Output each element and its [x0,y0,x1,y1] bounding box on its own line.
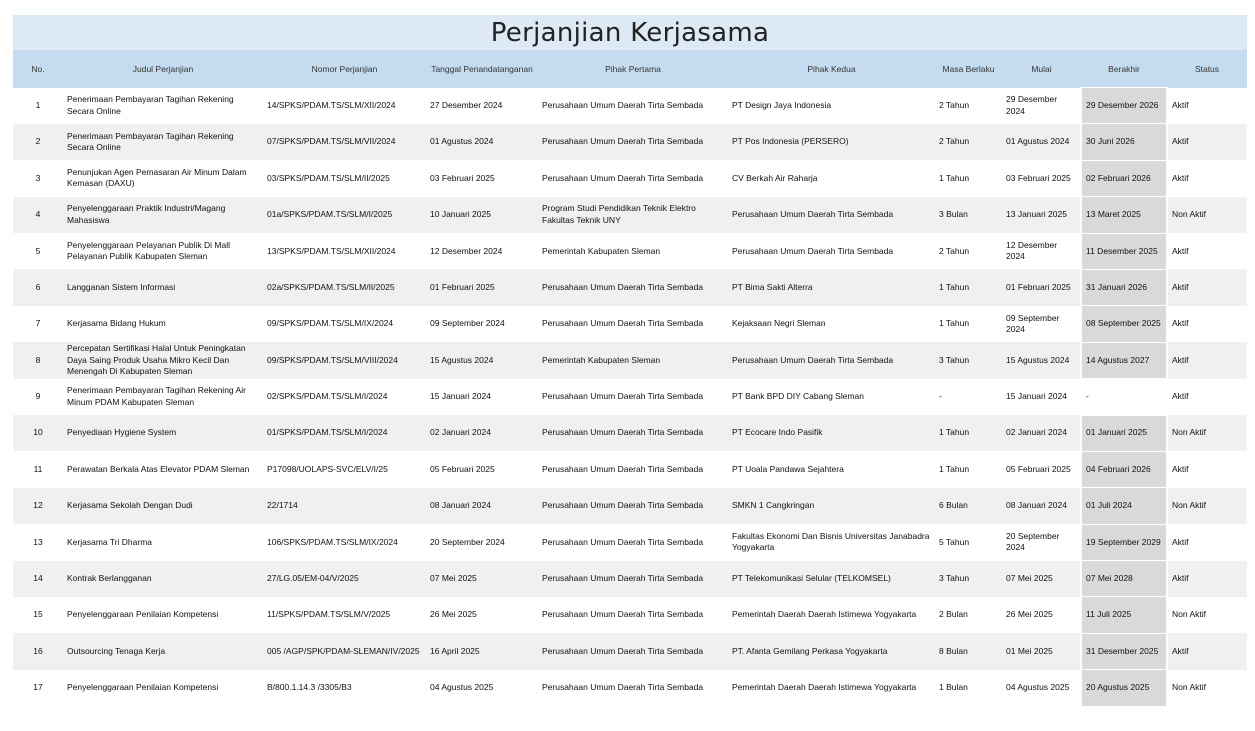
cell-mulai: 05 Februari 2025 [1006,463,1071,474]
cell-pihak-pertama: Perusahaan Umum Daerah Tirta Sembada [542,318,704,329]
column-header-pihak-kedua[interactable]: Pihak Kedua [728,50,935,88]
cell-status: Non Aktif [1172,682,1207,693]
cell-tanggal: 15 Januari 2024 [430,391,491,402]
cell-pihak-pertama: Pemerintah Kabupaten Sleman [538,342,728,378]
cell-pihak-pertama: Perusahaan Umum Daerah Tirta Sembada [542,609,704,620]
agreements-sheet [13,15,1247,707]
cell-pihak-pertama: Perusahaan Umum Daerah Tirta Sembada [542,172,704,183]
table-row[interactable] [13,488,1247,524]
cell-pihak-kedua: Perusahaan Umum Daerah Tirta Sembada [732,245,894,256]
cell-tanggal: 26 Mei 2025 [430,609,477,620]
cell-tanggal: 09 September 2024 [430,318,505,329]
cell-pihak-kedua: SMKN 1 Cangkringan [728,488,935,524]
cell-masa-berlaku: 3 Tahun [935,342,1002,378]
agreements-table [13,50,1247,707]
cell-mulai: 20 September 2024 [1006,530,1060,553]
cell-mulai: 15 Januari 2024 [1006,391,1067,402]
cell-pihak-pertama: Pemerintah Kabupaten Sleman [542,245,661,256]
cell-berakhir: 31 Desember 2025 [1081,633,1167,669]
cell-pihak-pertama: Perusahaan Umum Daerah Tirta Sembada [538,633,728,669]
cell-pihak-pertama: Perusahaan Umum Daerah Tirta Sembada [542,463,704,474]
cell-pihak-pertama: Perusahaan Umum Daerah Tirta Sembada [542,536,704,547]
table-row[interactable] [13,269,1247,305]
cell-mulai: 03 Februari 2025 [1006,172,1071,183]
cell-status: Non Aktif [1167,197,1247,233]
cell-pihak-pertama: Perusahaan Umum Daerah Tirta Sembada [538,561,728,597]
table-header [13,50,1247,88]
cell-pihak-kedua: CV Berkah Air Raharja [732,172,818,183]
cell-masa-berlaku: 1 Tahun [935,269,1002,305]
cell-berakhir: 19 September 2029 [1081,524,1167,560]
cell-no: 8 [13,342,63,378]
column-header-status[interactable]: Status [1167,50,1247,88]
cell-pihak-pertama: Perusahaan Umum Daerah Tirta Sembada [538,124,728,160]
cell-pihak-kedua: PT Bima Sakti Alterra [728,269,935,305]
cell-tanggal: 10 Januari 2025 [426,197,538,233]
column-header-mulai[interactable]: Mulai [1002,50,1081,88]
cell-pihak-kedua: PT Ecocare Indo Pasifik [728,415,935,451]
cell-judul: Penyelenggaraan Pelayanan Publik Di Mall Pelayanan Publik Kabupaten Sleman [67,239,231,262]
cell-berakhir: 30 Juni 2026 [1081,124,1167,160]
cell-nomor: 13/SPKS/PDAM.TS/SLM/XII/2024 [267,245,396,256]
cell-pihak-kedua: PT Pos Indonesia (PERSERO) [728,124,935,160]
cell-masa-berlaku: 1 Tahun [939,463,970,474]
cell-no: 2 [13,124,63,160]
table-row[interactable] [13,597,1247,633]
cell-status: Aktif [1172,172,1189,183]
column-header-berakhir[interactable]: Berakhir [1081,50,1167,88]
cell-berakhir: 14 Agustus 2027 [1081,342,1167,378]
cell-no: 10 [13,415,63,451]
table-row[interactable] [13,633,1247,669]
column-header-judul[interactable]: Judul Perjanjian [63,50,263,88]
cell-no: 13 [33,536,43,547]
cell-masa-berlaku: 3 Tahun [935,561,1002,597]
cell-mulai: 26 Mei 2025 [1006,609,1053,620]
cell-judul: Outsourcing Tenaga Kerja [63,633,263,669]
cell-mulai: 29 Desember 2024 [1006,94,1058,116]
cell-no: 11 [33,463,43,474]
cell-mulai: 15 Agustus 2024 [1002,342,1081,378]
cell-status: Aktif [1172,245,1189,256]
cell-pihak-pertama: Perusahaan Umum Daerah Tirta Sembada [538,269,728,305]
cell-judul: Kerjasama Sekolah Dengan Dudi [63,488,263,524]
table-row[interactable] [13,306,1247,342]
cell-berakhir: 13 Maret 2025 [1081,197,1167,233]
cell-pihak-kedua: PT Uoala Pandawa Sejahtera [732,463,844,474]
cell-tanggal: 27 Desember 2024 [430,99,503,110]
cell-pihak-kedua: Fakultas Ekonomi Dan Bisnis Universitas Janabadra Yogyakarta [732,530,930,553]
cell-masa-berlaku: 1 Bulan [939,682,968,693]
cell-nomor: 01a/SPKS/PDAM.TS/SLM/I/2025 [263,197,426,233]
cell-judul: Perawatan Berkala Atas Elevator PDAM Sleman [67,463,250,474]
cell-nomor: 22/1714 [263,488,426,524]
cell-mulai: 01 Mei 2025 [1002,633,1081,669]
cell-no: 9 [35,391,41,402]
cell-masa-berlaku: 2 Bulan [939,609,968,620]
cell-status: Aktif [1167,561,1247,597]
cell-pihak-kedua: Perusahaan Umum Daerah Tirta Sembada [728,342,935,378]
cell-mulai: 09 September 2024 [1006,312,1060,335]
table-row[interactable] [13,88,1247,124]
cell-tanggal: 01 Agustus 2024 [426,124,538,160]
cell-nomor: B/800.1.14.3 /3305/B3 [267,682,352,693]
cell-nomor: 09/SPKS/PDAM.TS/SLM/IX/2024 [267,318,394,329]
cell-judul: Percepatan Sertifikasi Halal Untuk Peningkatan Daya Saing Produk Usaha Mikro Kecil Dan Menengah Di Kabupaten Sleman [63,342,263,378]
cell-tanggal: 02 Januari 2024 [426,415,538,451]
cell-nomor: 01/SPKS/PDAM.TS/SLM/I/2024 [263,415,426,451]
cell-mulai: 07 Mei 2025 [1002,561,1081,597]
cell-judul: Penyelenggaraan Praktik Industri/Magang Mahasiswa [63,197,263,233]
cell-status: Aktif [1172,536,1189,547]
cell-nomor: 005 /AGP/SPK/PDAM-SLEMAN/IV/2025 [263,633,426,669]
cell-status: Aktif [1167,633,1247,669]
cell-status: Non Aktif [1167,415,1247,451]
table-row[interactable] [13,415,1247,451]
cell-mulai: 01 Februari 2025 [1002,269,1081,305]
cell-masa-berlaku: 6 Bulan [935,488,1002,524]
cell-masa-berlaku: 1 Tahun [939,172,970,183]
cell-pihak-kedua: Perusahaan Umum Daerah Tirta Sembada [728,197,935,233]
cell-status: Aktif [1167,269,1247,305]
page-title: Perjanjian Kerjasama [490,17,770,48]
cell-tanggal: 20 September 2024 [430,536,505,547]
cell-pihak-kedua: PT Bank BPD DIY Cabang Sleman [732,391,864,402]
cell-pihak-pertama: Perusahaan Umum Daerah Tirta Sembada [538,415,728,451]
cell-pihak-pertama: Program Studi Pendidikan Teknik Elektro Fakultas Teknik UNY [538,197,728,233]
cell-tanggal: 01 Februari 2025 [426,269,538,305]
table-row[interactable] [13,233,1247,269]
cell-nomor: 02/SPKS/PDAM.TS/SLM/I/2024 [267,391,388,402]
cell-judul: Penerimaan Pembayaran Tagihan Rekening Secara Online [67,94,234,116]
cell-status: Aktif [1167,124,1247,160]
cell-status: Aktif [1167,342,1247,378]
cell-judul: Kontrak Berlangganan [63,561,263,597]
cell-masa-berlaku: 2 Tahun [939,99,970,110]
cell-status: Aktif [1172,391,1189,402]
cell-mulai: 13 Januari 2025 [1002,197,1081,233]
cell-judul: Penyelenggaraan Penilaian Kompetensi [67,609,219,620]
cell-berakhir: 11 Juli 2025 [1081,597,1167,633]
table-row[interactable] [13,451,1247,487]
title-bar [13,15,1247,50]
cell-nomor: 106/SPKS/PDAM.TS/SLM/IX/2024 [267,536,398,547]
cell-no: 5 [35,245,41,256]
cell-nomor: 07/SPKS/PDAM.TS/SLM/VII/2024 [263,124,426,160]
cell-judul: Penunjukan Agen Pemasaran Air Minum Dalam Kemasan (DAXU) [67,166,247,189]
cell-no: 1 [35,99,41,110]
cell-tanggal: 12 Desember 2024 [430,245,503,256]
cell-judul: Penerimaan Pembayaran Tagihan Rekening Secara Online [63,124,263,160]
cell-no: 14 [13,561,63,597]
cell-mulai: 12 Desember 2024 [1006,239,1058,262]
cell-berakhir: - [1081,379,1167,415]
cell-status: Aktif [1172,463,1189,474]
cell-masa-berlaku: 1 Tahun [935,415,1002,451]
cell-no: 12 [13,488,63,524]
cell-masa-berlaku: - [939,391,942,402]
table-row[interactable] [13,670,1247,706]
table-row[interactable] [13,197,1247,233]
cell-judul: Penyelenggaraan Penilaian Kompetensi [67,682,219,693]
cell-pihak-pertama: Perusahaan Umum Daerah Tirta Sembada [538,488,728,524]
cell-judul: Langganan Sistem Informasi [63,269,263,305]
cell-berakhir: 08 September 2025 [1081,306,1167,342]
cell-berakhir: 02 Februari 2026 [1081,160,1167,196]
cell-no: 7 [35,318,41,329]
cell-mulai: 01 Agustus 2024 [1002,124,1081,160]
cell-tanggal: 08 Januari 2024 [426,488,538,524]
cell-tanggal: 03 Februari 2025 [430,172,495,183]
cell-judul: Kerjasama Tri Dharma [67,536,153,547]
cell-tanggal: 07 Mei 2025 [426,561,538,597]
cell-pihak-kedua: PT Design Jaya Indonesia [732,99,832,110]
column-header-masa-berlaku[interactable]: Masa Berlaku [935,50,1002,88]
cell-mulai: 04 Agustus 2025 [1006,682,1070,693]
cell-tanggal: 05 Februari 2025 [430,463,495,474]
table-row[interactable] [13,160,1247,196]
cell-berakhir: 29 Desember 2026 [1081,88,1167,124]
column-header-pihak-pertama[interactable]: Pihak Pertama [538,50,728,88]
cell-no: 4 [13,197,63,233]
column-header-nomor[interactable]: Nomor Perjanjian [263,50,426,88]
cell-judul: Penerimaan Pembayaran Tagihan Rekening Air Minum PDAM Kabupaten Sleman [67,385,246,407]
cell-berakhir: 31 Januari 2026 [1081,269,1167,305]
cell-pihak-kedua: PT Telekomunikasi Selular (TELKOMSEL) [728,561,935,597]
cell-nomor: 02a/SPKS/PDAM.TS/SLM/II/2025 [263,269,426,305]
cell-judul: Penyediaan Hygiene System [63,415,263,451]
cell-no: 16 [13,633,63,669]
cell-berakhir: 04 Februari 2026 [1081,451,1167,487]
cell-masa-berlaku: 2 Tahun [939,245,970,256]
table-row[interactable] [13,124,1247,160]
cell-no: 6 [13,269,63,305]
cell-pihak-kedua: Kejaksaan Negri Sleman [732,318,826,329]
cell-status: Non Aktif [1167,488,1247,524]
cell-berakhir: 01 Januari 2025 [1081,415,1167,451]
cell-nomor: 03/SPKS/PDAM.TS/SLM/II/2025 [267,172,390,183]
column-header-no[interactable]: No. [13,50,63,88]
cell-mulai: 08 Januari 2024 [1002,488,1081,524]
cell-nomor: 11/SPKS/PDAM.TS/SLM/V/2025 [267,609,391,620]
cell-status: Aktif [1172,318,1189,329]
cell-masa-berlaku: 8 Bulan [935,633,1002,669]
cell-berakhir: 07 Mei 2028 [1081,561,1167,597]
cell-status: Non Aktif [1172,609,1207,620]
cell-berakhir: 01 Juli 2024 [1081,488,1167,524]
cell-status: Aktif [1172,99,1189,110]
cell-pihak-kedua: Pemerintah Daerah Daerah Istimewa Yogyakarta [732,682,917,693]
cell-pihak-kedua: Pemerintah Daerah Daerah Istimewa Yogyakarta [732,609,917,620]
cell-masa-berlaku: 1 Tahun [939,318,970,329]
cell-tanggal: 15 Agustus 2024 [426,342,538,378]
cell-berakhir: 11 Desember 2025 [1081,233,1167,269]
cell-nomor: P17098/UOLAPS-SVC/ELV/I/25 [267,463,388,474]
table-row[interactable] [13,524,1247,560]
cell-mulai: 02 Januari 2024 [1002,415,1081,451]
column-header-tanggal[interactable]: Tanggal Penandatanganan [426,50,538,88]
cell-pihak-kedua: PT. Afanta Gemilang Perkasa Yogyakarta [728,633,935,669]
cell-nomor: 27/LG.05/EM-04/V/2025 [263,561,426,597]
table-row[interactable] [13,342,1247,378]
cell-nomor: 09/SPKS/PDAM.TS/SLM/VIII/2024 [263,342,426,378]
cell-no: 3 [35,172,41,183]
cell-masa-berlaku: 5 Tahun [939,536,970,547]
cell-masa-berlaku: 3 Bulan [935,197,1002,233]
table-body [13,88,1247,707]
cell-tanggal: 16 April 2025 [426,633,538,669]
cell-pihak-pertama: Perusahaan Umum Daerah Tirta Sembada [542,682,704,693]
table-row[interactable] [13,561,1247,597]
cell-no: 15 [33,609,43,620]
cell-judul: Kerjasama Bidang Hukum [67,318,166,329]
cell-berakhir: 20 Agustus 2025 [1081,670,1167,706]
cell-pihak-pertama: Perusahaan Umum Daerah Tirta Sembada [542,391,704,402]
cell-tanggal: 04 Agustus 2025 [430,682,494,693]
table-row[interactable] [13,379,1247,415]
cell-no: 17 [33,682,43,693]
cell-masa-berlaku: 2 Tahun [935,124,1002,160]
cell-pihak-pertama: Perusahaan Umum Daerah Tirta Sembada [542,99,704,110]
cell-nomor: 14/SPKS/PDAM.TS/SLM/XII/2024 [267,99,396,110]
